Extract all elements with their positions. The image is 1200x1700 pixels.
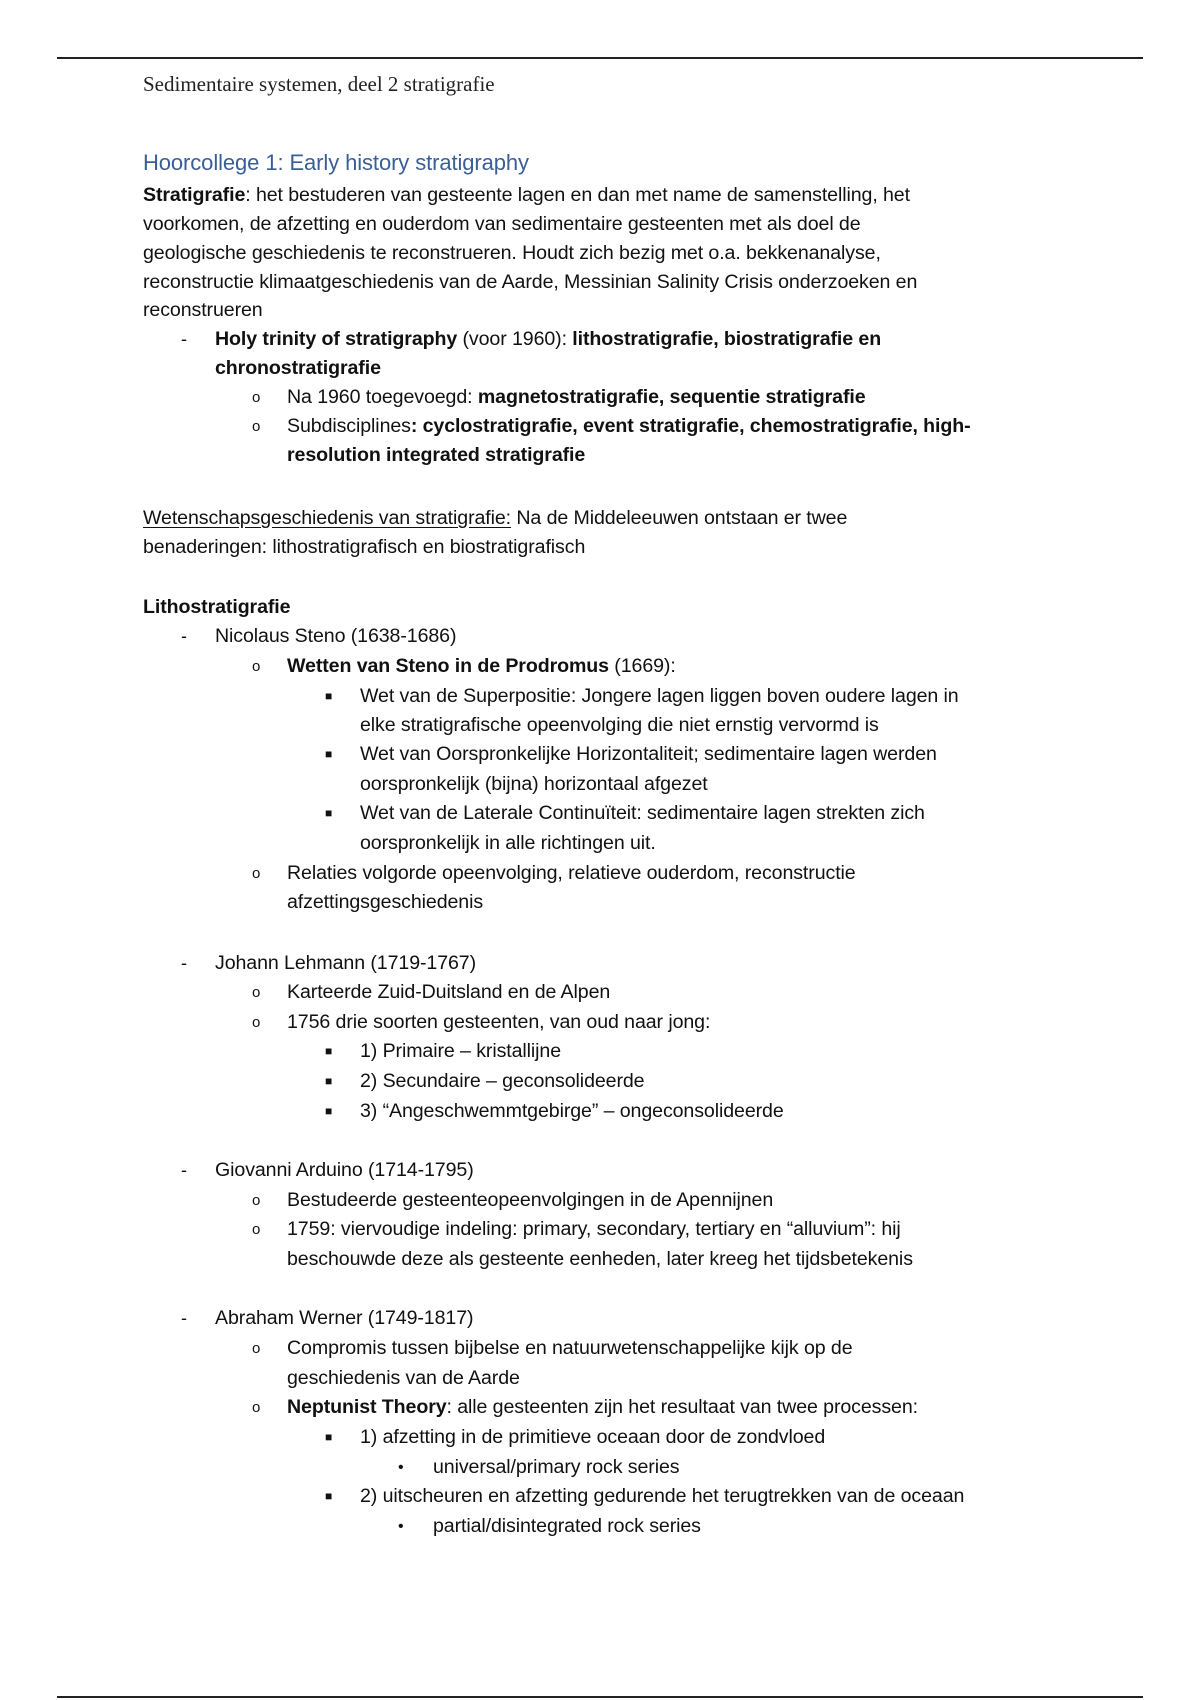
trinity-line-1: Holy trinity of stratigraphy (voor 1960): lithostratigrafie, biostratigrafie en [215, 328, 882, 350]
circle-bullet: o [252, 1014, 261, 1031]
steno-name: Nicolaus Steno (1638-1686) [215, 625, 457, 647]
lehmann-item-2: 1756 drie soorten gesteenten, van oud naar jong: [287, 1011, 711, 1033]
lehmann-sub-1: 1) Primaire – kristallijne [360, 1040, 562, 1062]
circle-bullet: o [252, 389, 261, 406]
dot-bullet: • [398, 1518, 404, 1535]
law-1: Wet van de Superpositie: Jongere lagen liggen boven oudere lagen in [360, 685, 959, 707]
law-3-cont: oorspronkelijk in alle richtingen uit. [360, 832, 656, 854]
circle-bullet: o [252, 1192, 261, 1209]
law-2-cont: oorspronkelijk (bijna) horizontaal afgezet [360, 773, 708, 795]
history-line-1: Wetenschapsgeschiedenis van stratigrafie: Na de Middeleeuwen ontstaan er twee [143, 507, 848, 529]
trinity-sub-2-cont: resolution integrated stratigrafie [287, 444, 586, 466]
werner-item-1-cont: geschiedenis van de Aarde [287, 1367, 520, 1389]
lehmann-item-1: Karteerde Zuid-Duitsland en de Alpen [287, 981, 611, 1003]
arduino-item-2: 1759: viervoudige indeling: primary, secondary, tertiary en “alluvium”: hij [287, 1218, 901, 1240]
circle-bullet: o [252, 1221, 261, 1238]
intro-line-4: reconstructie klimaatgeschiedenis van de Aarde, Messinian Salinity Crisis onderzoeken en [143, 271, 918, 293]
circle-bullet: o [252, 1340, 261, 1357]
law-2: Wet van Oorspronkelijke Horizontaliteit; sedimentaire lagen werden [360, 743, 937, 765]
steno-relations: Relaties volgorde opeenvolging, relatieve ouderdom, reconstructie [287, 862, 856, 884]
trinity-line-2: chronostratigrafie [215, 357, 381, 379]
intro-line-1: Stratigrafie: het bestuderen van gesteente lagen en dan met name de samenstelling, het [143, 184, 910, 206]
werner-sub-1-1: universal/primary rock series [433, 1456, 680, 1478]
bottom-rule [57, 1696, 1143, 1698]
circle-bullet: o [252, 418, 261, 435]
running-header: Sedimentaire systemen, deel 2 stratigrafie [143, 72, 495, 96]
circle-bullet: o [252, 865, 261, 882]
square-bullet: ■ [325, 1430, 333, 1444]
steno-relations-cont: afzettingsgeschiedenis [287, 891, 484, 913]
subheading-lithostratigrafie: Lithostratigrafie [143, 596, 291, 618]
square-bullet: ■ [325, 689, 333, 703]
arduino-item-1: Bestudeerde gesteenteopeenvolgingen in de Apennijnen [287, 1189, 774, 1211]
werner-sub-1: 1) afzetting in de primitieve oceaan door de zondvloed [360, 1426, 826, 1448]
square-bullet: ■ [325, 1044, 333, 1058]
circle-bullet: o [252, 1399, 261, 1416]
lehmann-sub-3: 3) “Angeschwemmtgebirge” – ongeconsolideerde [360, 1100, 784, 1122]
law-3: Wet van de Laterale Continuïteit: sedimentaire lagen strekten zich [360, 802, 925, 824]
top-rule [57, 57, 1143, 59]
dash-bullet: - [181, 329, 187, 349]
square-bullet: ■ [325, 747, 333, 761]
section-heading: Hoorcollege 1: Early history stratigraphy [143, 150, 529, 175]
arduino-item-2-cont: beschouwde deze als gesteente eenheden, later kreeg het tijdsbetekenis [287, 1248, 913, 1270]
law-1-cont: elke stratigrafische opeenvolging die niet ernstig vervormd is [360, 714, 879, 736]
dash-bullet: - [181, 953, 187, 973]
intro-line-5: reconstrueren [143, 299, 263, 321]
werner-sub-2: 2) uitscheuren en afzetting gedurende het terugtrekken van de oceaan [360, 1485, 965, 1507]
square-bullet: ■ [325, 1104, 333, 1118]
werner-name: Abraham Werner (1749-1817) [215, 1307, 474, 1329]
dash-bullet: - [181, 1308, 187, 1328]
term-stratigrafie: Stratigrafie [143, 184, 246, 206]
intro-line-3: geologische geschiedenis te reconstrueren. Houdt zich bezig met o.a. bekkenanalyse, [143, 242, 881, 264]
dash-bullet: - [181, 626, 187, 646]
lehmann-name: Johann Lehmann (1719-1767) [215, 952, 477, 974]
lehmann-sub-2: 2) Secundaire – geconsolideerde [360, 1070, 645, 1092]
werner-sub-2-1: partial/disintegrated rock series [433, 1515, 701, 1537]
circle-bullet: o [252, 658, 261, 675]
steno-laws: Wetten van Steno in de Prodromus (1669): [287, 655, 676, 677]
dot-bullet: • [398, 1459, 404, 1476]
history-line-2: benaderingen: lithostratigrafisch en biostratigrafisch [143, 536, 586, 558]
werner-item-1: Compromis tussen bijbelse en natuurwetenschappelijke kijk op de [287, 1337, 853, 1359]
trinity-sub-2: Subdisciplines: cyclostratigrafie, event stratigrafie, chemostratigrafie, high- [287, 415, 971, 437]
arduino-name: Giovanni Arduino (1714-1795) [215, 1159, 474, 1181]
square-bullet: ■ [325, 806, 333, 820]
werner-item-2: Neptunist Theory: alle gesteenten zijn het resultaat van twee processen: [287, 1396, 918, 1418]
history-label: Wetenschapsgeschiedenis van stratigrafie: [143, 507, 512, 529]
dash-bullet: - [181, 1160, 187, 1180]
trinity-sub-1: Na 1960 toegevoegd: magnetostratigrafie, sequentie stratigrafie [287, 386, 866, 408]
square-bullet: ■ [325, 1489, 333, 1503]
square-bullet: ■ [325, 1074, 333, 1088]
intro-line-2: voorkomen, de afzetting en ouderdom van sedimentaire gesteenten met als doel de [143, 213, 861, 235]
circle-bullet: o [252, 984, 261, 1001]
